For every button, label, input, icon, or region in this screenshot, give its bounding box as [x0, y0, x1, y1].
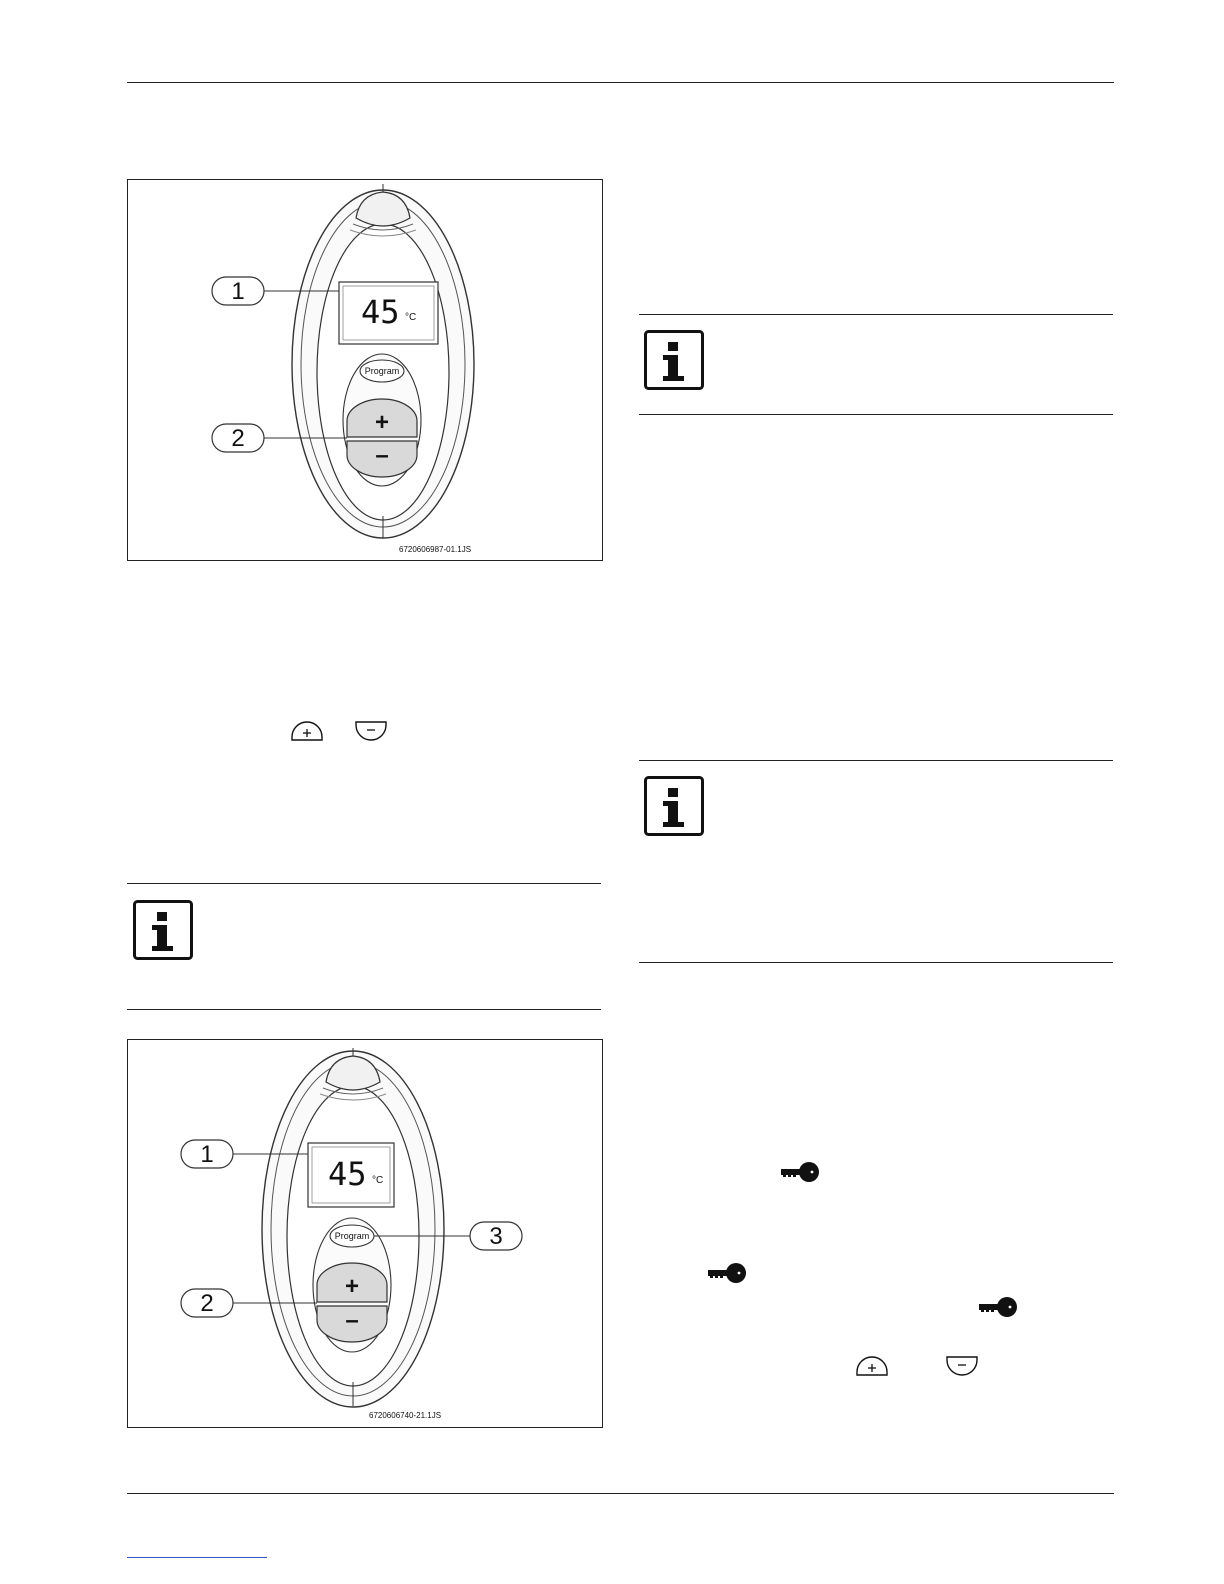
callout-3-label: 3: [489, 1223, 503, 1250]
key-icon: [779, 1161, 821, 1183]
plus-button-label: +: [374, 409, 390, 436]
callout-1-label: 1: [200, 1141, 214, 1168]
key-icon: [977, 1296, 1019, 1318]
display-unit: °C: [405, 312, 417, 323]
minus-button-icon: [354, 720, 388, 742]
figure-2-caption: 6720606740-21.1JS: [369, 1411, 442, 1420]
plus-button-label: +: [344, 1273, 360, 1300]
callout-2-label: 2: [231, 425, 245, 452]
key-icon: [706, 1262, 748, 1284]
minus-button-label: –: [345, 1307, 359, 1334]
footer-link-underline[interactable]: [127, 1557, 267, 1558]
display-unit: °C: [372, 1175, 384, 1186]
callout-1-label: 1: [231, 278, 245, 305]
info-box-right-2-top-rule: [639, 760, 1113, 761]
figure-1-caption: 6720606987-01.1JS: [399, 545, 472, 554]
display-temperature: 45: [328, 1155, 367, 1193]
program-button-label: Program: [334, 1231, 370, 1241]
info-icon: [644, 776, 704, 836]
info-icon: [644, 330, 704, 390]
info-icon: [133, 900, 193, 960]
plus-button-icon: [855, 1355, 889, 1377]
remote-control-drawing-2: [128, 1040, 602, 1427]
figure-2-remote-control: [127, 1039, 603, 1428]
header-rule: [127, 82, 1114, 83]
program-button-label: Program: [364, 366, 400, 376]
info-box-right-1-bottom-rule: [639, 414, 1113, 415]
remote-control-drawing: [128, 180, 602, 560]
minus-button-icon: [945, 1355, 979, 1377]
info-box-left-bottom-rule: [127, 1009, 601, 1010]
plus-button-icon: [290, 720, 324, 742]
info-box-right-1-top-rule: [639, 314, 1113, 315]
footer-rule: [127, 1493, 1114, 1494]
info-box-right-2-bottom-rule: [639, 962, 1113, 963]
callout-2-label: 2: [200, 1290, 214, 1317]
minus-button-label: –: [375, 442, 389, 469]
display-temperature: 45: [361, 293, 400, 331]
info-box-left-top-rule: [127, 883, 601, 884]
figure-1-remote-control: [127, 179, 603, 561]
